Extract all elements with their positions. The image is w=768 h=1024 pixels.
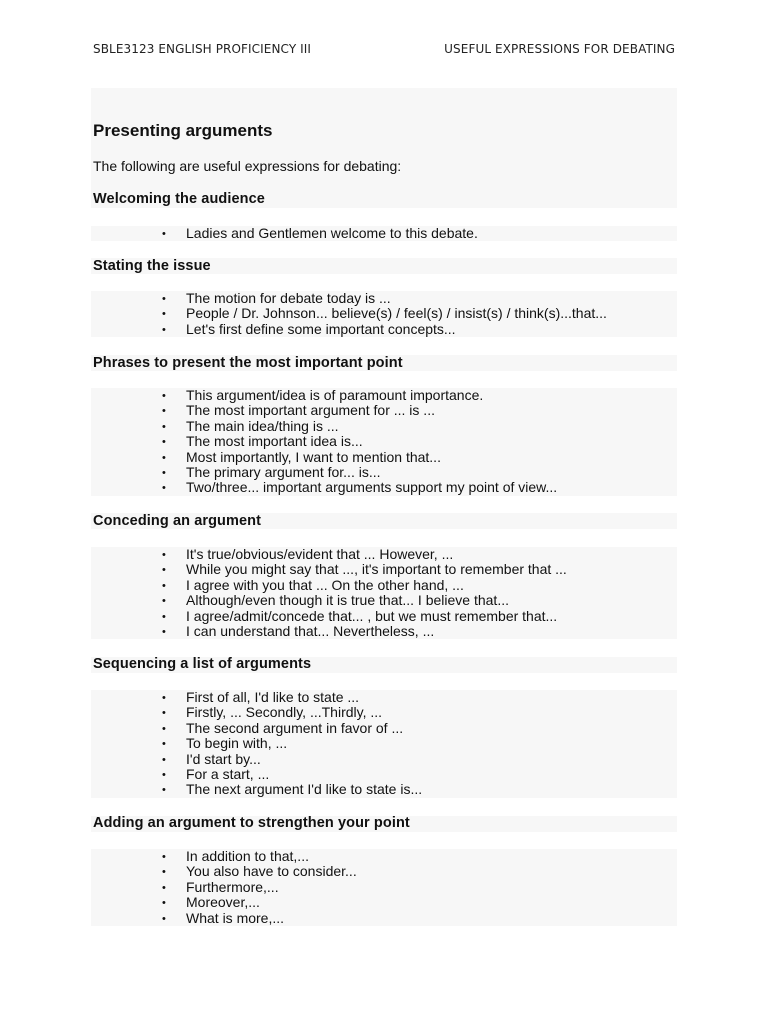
list-item: • Ladies and Gentlemen welcome to this debate. <box>162 225 478 241</box>
bullet-icon: • <box>162 897 166 910</box>
bullet-icon: • <box>162 738 166 751</box>
list-item: • I'd start by... <box>162 750 261 767</box>
bullet-icon: • <box>162 768 166 781</box>
bullet-icon: • <box>162 722 166 735</box>
list-item: • The main idea/thing is ... <box>162 417 339 434</box>
section-heading-important-point: Phrases to present the most important point <box>93 355 403 371</box>
list-item: • Firstly, ... Secondly, ...Thirdly, ... <box>162 704 383 721</box>
intro-block <box>91 88 677 208</box>
list-item: • The primary argument for... is... <box>162 463 381 480</box>
intro-text: The following are useful expressions for debating: <box>93 158 402 174</box>
bullet-icon: • <box>162 482 166 495</box>
list-item: • I agree with you that ... On the other hand, ... <box>162 576 464 593</box>
bullet-icon: • <box>162 549 166 561</box>
bullet-icon: • <box>162 595 166 608</box>
bullet-icon: • <box>162 390 166 402</box>
bullet-icon: • <box>162 564 166 577</box>
bullet-icon: • <box>162 912 166 925</box>
bullet-icon: • <box>162 420 166 433</box>
list-item: • The second argument in favor of ... <box>162 719 404 736</box>
section-heading-welcoming: Welcoming the audience <box>93 191 265 207</box>
list-item: • I agree/admit/concede that... , but we must remember that... <box>162 607 558 624</box>
bullet-icon: • <box>162 881 166 894</box>
list-item: • Moreover,... <box>162 894 260 911</box>
list-item: • First of all, I'd like to state ... <box>162 689 360 705</box>
bullet-icon: • <box>162 436 166 449</box>
bullet-icon: • <box>162 579 166 592</box>
section-heading-adding: Adding an argument to strengthen your point <box>93 815 410 831</box>
list-item: • Furthermore,... <box>162 878 279 895</box>
list-item: • I can understand that... Nevertheless, ... <box>162 622 435 639</box>
list-item: • It's true/obvious/evident that ... However, ... <box>162 546 454 562</box>
bullet-icon: • <box>162 784 166 797</box>
bullet-icon: • <box>162 851 166 863</box>
bullet-icon: • <box>162 466 166 479</box>
list-item: • For a start, ... <box>162 765 270 782</box>
list-item: • In addition to that,... <box>162 848 309 864</box>
section-list-welcoming <box>91 226 677 241</box>
section-list-stating-issue <box>91 291 677 337</box>
list-item: • Although/even though it is true that... I believe that... <box>162 592 509 609</box>
bullet-icon: • <box>162 451 166 464</box>
bullet-icon: • <box>162 707 166 720</box>
list-item: • This argument/idea is of paramount importance. <box>162 387 484 403</box>
bullet-icon: • <box>162 228 166 240</box>
list-item: • You also have to consider... <box>162 863 357 880</box>
header-course-code: SBLE3123 ENGLISH PROFICIENCY III <box>93 42 312 56</box>
list-item: • People / Dr. Johnson... believe(s) / feel(s) / insist(s) / think(s)...that... <box>162 305 607 322</box>
section-heading-stating-issue: Stating the issue <box>93 258 211 274</box>
page-header <box>93 42 675 56</box>
bullet-icon: • <box>162 610 166 623</box>
list-item: • Most importantly, I want to mention that... <box>162 448 441 465</box>
bullet-icon: • <box>162 293 166 305</box>
list-item: • Two/three... important arguments support my point of view... <box>162 479 558 496</box>
section-list-conceding <box>91 547 677 639</box>
bullet-icon: • <box>162 323 166 336</box>
list-item: • What is more,... <box>162 909 285 926</box>
section-list-sequencing <box>91 690 677 798</box>
list-item: • The motion for debate today is ... <box>162 290 391 306</box>
bullet-icon: • <box>162 405 166 418</box>
section-list-adding <box>91 849 677 926</box>
list-item: • While you might say that ..., it's important to remember that ... <box>162 561 567 578</box>
bullet-icon: • <box>162 692 166 704</box>
bullet-icon: • <box>162 753 166 766</box>
list-item: • The most important idea is... <box>162 433 363 450</box>
list-item: • The most important argument for ... is ... <box>162 402 435 419</box>
list-item: • The next argument I'd like to state is... <box>162 781 423 798</box>
list-item: • To begin with, ... <box>162 735 288 752</box>
bullet-icon: • <box>162 866 166 879</box>
section-heading-conceding: Conceding an argument <box>93 513 262 529</box>
page-title: Presenting arguments <box>93 121 273 140</box>
header-document-title: USEFUL EXPRESSIONS FOR DEBATING <box>444 42 675 56</box>
section-list-important-point <box>91 388 677 496</box>
list-item: • Let's first define some important concepts... <box>162 320 456 337</box>
bullet-icon: • <box>162 625 166 638</box>
section-heading-sequencing: Sequencing a list of arguments <box>93 656 312 672</box>
bullet-icon: • <box>162 308 166 321</box>
